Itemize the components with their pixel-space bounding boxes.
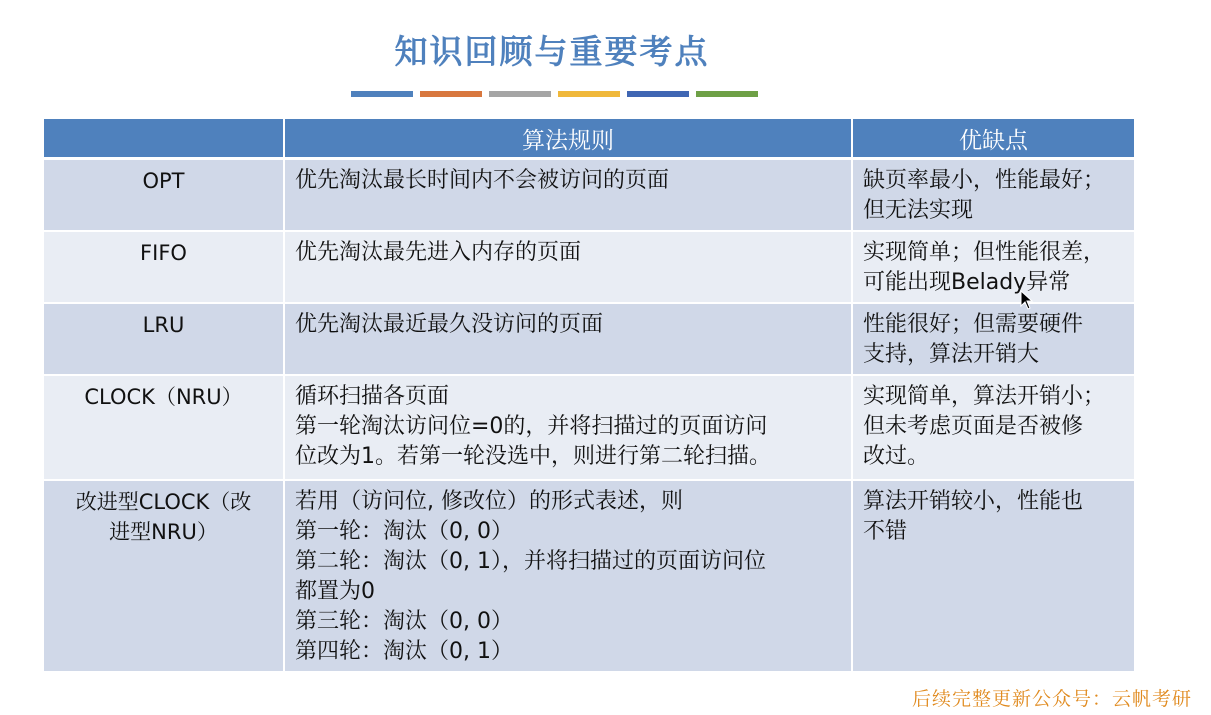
underline-bar-gray [489,91,551,97]
underline-bar-yellow [558,91,620,97]
rule-cell [284,480,852,672]
cell-text-line: 缺页率最小，性能最好； [863,168,1106,193]
name-cell [44,303,284,375]
cell-text-line: 进型NRU） [109,520,218,544]
cell-text-line: 第四轮：淘汰（0, 1） [295,639,513,664]
cell-text-line: 第一轮：淘汰（0, 0） [295,519,513,544]
rule-cell [284,231,852,303]
cell-text-line: 性能很好；但需要硬件 [863,312,1084,337]
cell-text-line: 改过。 [863,444,930,469]
name-cell [44,375,284,480]
cell-text-line: 不错 [863,519,908,544]
cell-text-line: 但无法实现 [863,198,974,223]
cell-text-line: 优先淘汰最长时间内不会被访问的页面 [295,168,670,193]
pros-cons-cell [852,231,1135,303]
header-pros-cons: 优缺点 [852,119,1135,159]
header-name [44,119,284,159]
cell-text-line: 实现简单；但性能很差， [863,240,1106,265]
cell-text-line: 第二轮：淘汰（0, 1），并将扫描过的页面访问位 [295,549,766,574]
cell-text-line: 优先淘汰最先进入内存的页面 [295,240,582,265]
pros-cons-cell [852,303,1135,375]
page-title: 知识回顾与重要考点 [394,32,710,71]
cell-text-line: 都置为0 [295,579,375,604]
underline-bar-blue [351,91,413,97]
pros-cons-cell [852,159,1135,232]
cell-text-line: LRU [142,313,185,337]
name-cell [44,480,284,672]
cell-text-line: 位改为1。若第一轮没选中，则进行第二轮扫描。 [295,444,771,469]
cell-text-line: 循环扫描各页面 [295,384,450,409]
rule-cell [284,159,852,232]
cell-text-line: 若用（访问位, 修改位）的形式表述，则 [295,489,683,514]
mouse-cursor-icon [1020,290,1034,310]
pros-cons-cell [852,375,1135,480]
cell-text-line: 改进型CLOCK（改 [75,490,252,514]
table-row [44,303,1135,375]
cell-text-line: 优先淘汰最近最久没访问的页面 [295,312,604,337]
table-row [44,480,1135,672]
underline-bar-green [696,91,758,97]
cell-text-line: FIFO [140,241,187,265]
cell-text-line: OPT [142,169,185,193]
cell-text-line: CLOCK（NRU） [84,385,243,409]
name-cell [44,231,284,303]
table-row [44,159,1135,232]
underline-bar-darkblue [627,91,689,97]
pros-cons-cell [852,480,1135,672]
table-row [44,231,1135,303]
table-header-row [44,119,1135,159]
cell-text-line: 支持，算法开销大 [863,342,1040,367]
algorithm-table [44,119,1136,673]
table-body [44,159,1135,673]
table-row [44,375,1135,480]
title-underline-bars [351,91,758,97]
cell-text-line: 第一轮淘汰访问位=0的，并将扫描过的页面访问 [295,414,768,439]
cell-text-line: 算法开销较小，性能也 [863,489,1084,514]
cell-text-line: 可能出现Belady异常 [863,270,1071,295]
cell-text-line: 但未考虑页面是否被修 [863,414,1084,439]
footer-note: 后续完整更新公众号：云帆考研 [911,688,1192,710]
name-cell [44,159,284,232]
cell-text-line: 实现简单，算法开销小； [863,384,1106,409]
rule-cell [284,303,852,375]
rule-cell [284,375,852,480]
cell-text-line: 第三轮：淘汰（0, 0） [295,609,513,634]
underline-bar-orange [420,91,482,97]
header-rule: 算法规则 [284,119,852,159]
